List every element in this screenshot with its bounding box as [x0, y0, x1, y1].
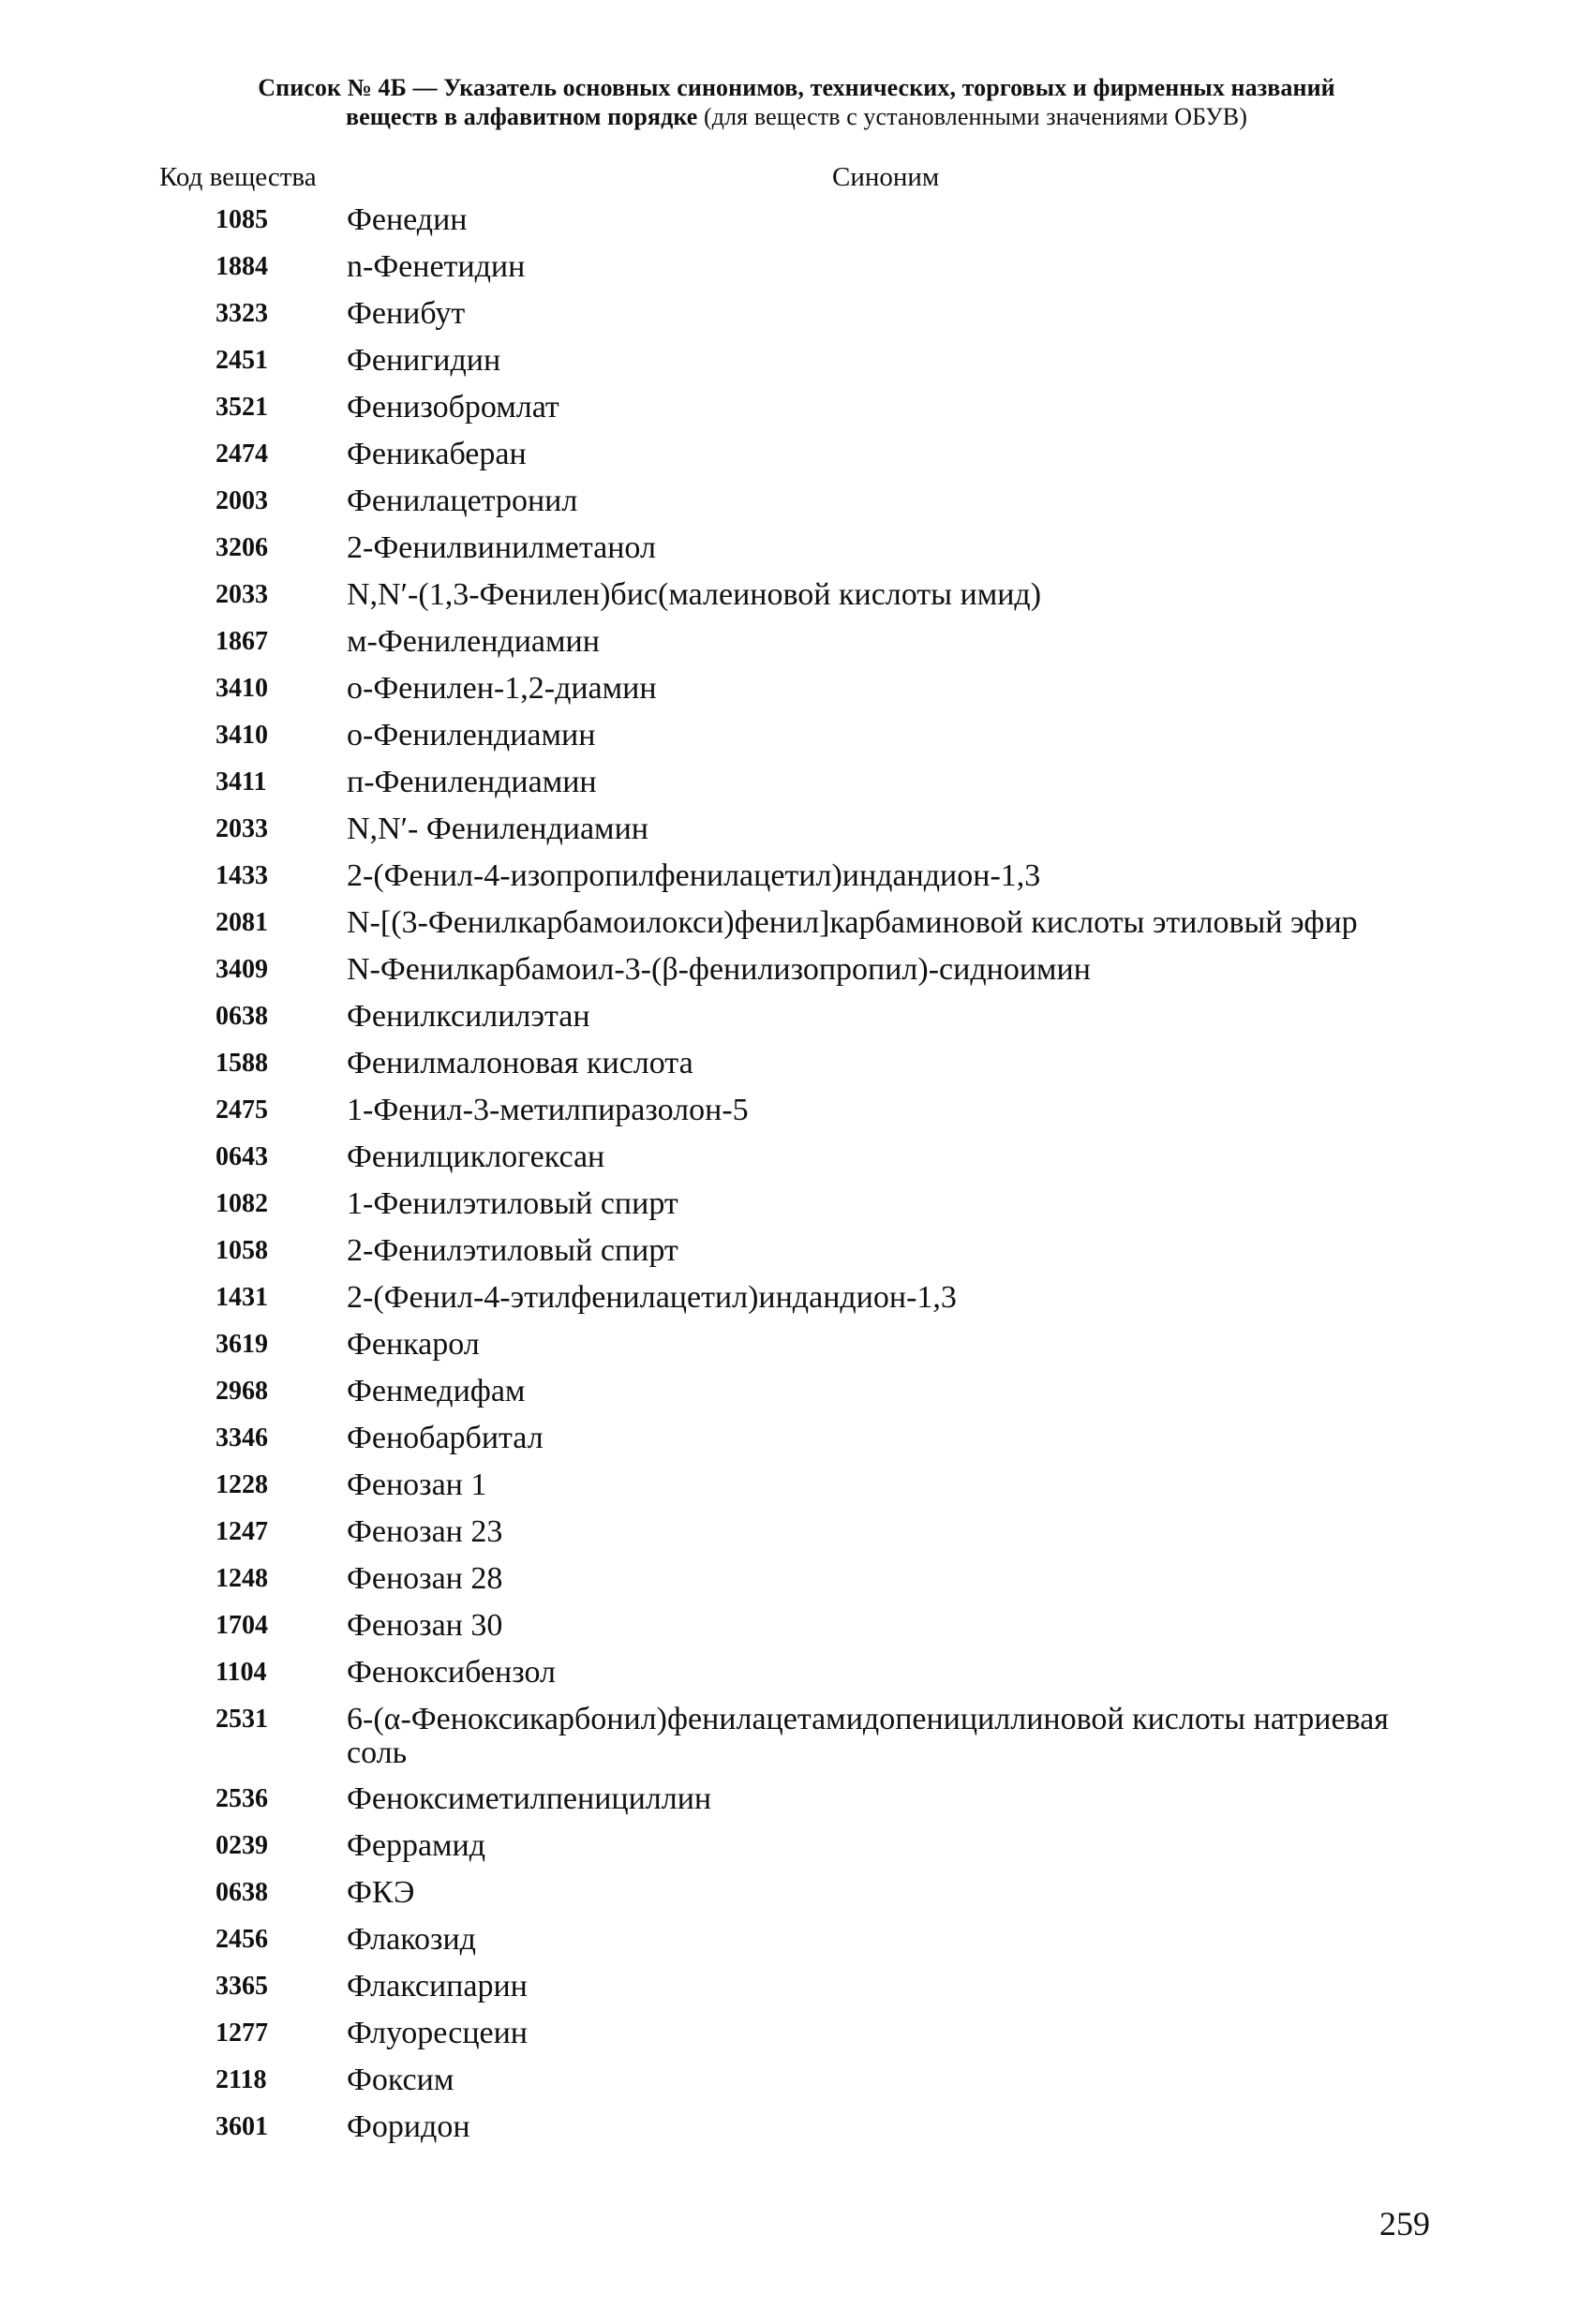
substance-code: 0638 [216, 1002, 268, 1031]
substance-code: 0239 [216, 1831, 268, 1860]
synonym-name: п-Фенилендиамин [347, 765, 597, 799]
synonym-name: Форидон [347, 2109, 470, 2144]
list-item [0, 529, 1594, 566]
substance-code-cell [0, 201, 277, 238]
synonym-name: Флакозид [347, 1922, 476, 1957]
synonym-name: Фоксим [347, 2063, 454, 2097]
list-item [0, 248, 1594, 285]
list-item [0, 342, 1594, 379]
synonym-name: Феникаберан [347, 437, 527, 471]
list-item [0, 717, 1594, 753]
substance-code-cell [0, 998, 277, 1035]
column-header-synonym: Синоним [832, 162, 940, 192]
page-number: 259 [1379, 2205, 1430, 2242]
synonym-name: Флуоресцеин [347, 2016, 528, 2050]
synonym-name: Феноксибензол [347, 1655, 556, 1690]
synonym-name: Фенигидин [347, 343, 501, 378]
substance-code-cell [0, 576, 277, 613]
title-line-2-normal: (для веществ с установленными значениями ОБУВ) [697, 103, 1247, 130]
substance-code: 1228 [216, 1470, 268, 1499]
substance-code-cell [0, 764, 277, 800]
substance-code: 1247 [216, 1517, 268, 1546]
synonym-name: Феррамид [347, 1828, 486, 1863]
substance-code-cell [0, 1279, 277, 1316]
list-item [0, 436, 1594, 472]
synonym-name: м-Фенилендиамин [347, 624, 600, 659]
substance-code: 1431 [216, 1283, 268, 1312]
substance-code: 3206 [216, 533, 268, 562]
substance-code: 2531 [216, 1705, 268, 1734]
substance-code: 3410 [216, 674, 268, 703]
substance-code: 0638 [216, 1878, 268, 1907]
substance-code-cell [0, 904, 277, 941]
substance-code-cell [0, 1780, 277, 1817]
substance-code: 1884 [216, 252, 268, 281]
substance-code-cell [0, 1185, 277, 1222]
substance-code: 3521 [216, 393, 268, 422]
substance-code-cell [0, 1607, 277, 1644]
list-item [0, 1326, 1594, 1363]
substance-code: 2475 [216, 1095, 268, 1125]
substance-code: 2536 [216, 1784, 268, 1813]
synonym-name: Фенилмалоновая кислота [347, 1046, 693, 1080]
substance-code-cell [0, 248, 277, 285]
substance-code: 1085 [216, 205, 268, 234]
substance-code-cell [0, 1045, 277, 1081]
list-item [0, 1921, 1594, 1958]
list-item [0, 857, 1594, 894]
substance-code-cell [0, 1092, 277, 1128]
list-item [0, 295, 1594, 332]
substance-code: 3601 [216, 2112, 268, 2141]
list-item [0, 1279, 1594, 1316]
list-item [0, 670, 1594, 707]
list-item [0, 1701, 1594, 1770]
list-item [0, 1968, 1594, 2004]
substance-code: 1248 [216, 1564, 268, 1593]
substance-code-cell [0, 389, 277, 425]
list-item [0, 1827, 1594, 1864]
substance-code-cell [0, 436, 277, 472]
list-item [0, 623, 1594, 660]
page-title [141, 73, 1452, 131]
synonym-name: Фенилксилилэтан [347, 999, 590, 1034]
synonym-name: 2-(Фенил-4-изопропилфенилацетил)индандион-1,3 [347, 858, 1041, 893]
synonym-name: Фенилацетронил [347, 484, 578, 518]
list-item [0, 2015, 1594, 2051]
substance-code: 1058 [216, 1236, 268, 1265]
list-item [0, 1139, 1594, 1175]
synonym-name: Фенмедифам [347, 1374, 526, 1408]
substance-code-cell [0, 1827, 277, 1864]
substance-code: 3365 [216, 1972, 268, 2001]
substance-code: 2474 [216, 439, 268, 469]
synonym-name: Фенилциклогексан [347, 1140, 605, 1174]
synonym-name: 2-Фенилэтиловый спирт [347, 1233, 678, 1268]
list-item [0, 389, 1594, 425]
synonym-name: n-Фенетидин [347, 249, 526, 284]
list-item [0, 201, 1594, 238]
synonym-list [0, 201, 1594, 2155]
synonym-name: Фенозан 28 [347, 1561, 503, 1596]
list-item [0, 1232, 1594, 1269]
synonym-name: Фенозан 30 [347, 1608, 503, 1643]
synonym-name: N-[(3-Фенилкарбамоилокси)фенил]карбаминовой кислоты этиловый эфир [347, 905, 1358, 940]
substance-code-cell [0, 857, 277, 894]
list-item [0, 1420, 1594, 1456]
list-item [0, 1467, 1594, 1503]
substance-code: 1082 [216, 1189, 268, 1218]
substance-code: 2118 [216, 2065, 267, 2094]
substance-code-cell [0, 1420, 277, 1456]
list-item [0, 2108, 1594, 2145]
substance-code: 2451 [216, 346, 268, 375]
substance-code: 1104 [216, 1658, 267, 1687]
synonym-name: N-Фенилкарбамоил-3-(β-фенилизопропил)-сидноимин [347, 952, 1091, 987]
substance-code-cell [0, 1326, 277, 1363]
substance-code-cell [0, 1654, 277, 1691]
substance-code-cell [0, 342, 277, 379]
substance-code: 3409 [216, 955, 268, 984]
synonym-name: N,N′-(1,3-Фенилен)бис(малеиновой кислоты имид) [347, 577, 1042, 612]
list-item [0, 1780, 1594, 1817]
substance-code: 1704 [216, 1611, 268, 1640]
substance-code: 2081 [216, 908, 268, 937]
substance-code-cell [0, 1467, 277, 1503]
substance-code-cell [0, 2062, 277, 2098]
substance-code-cell [0, 1968, 277, 2004]
substance-code: 3410 [216, 721, 268, 750]
list-item [0, 483, 1594, 519]
substance-code-cell [0, 951, 277, 988]
substance-code-cell [0, 670, 277, 707]
substance-code: 2033 [216, 814, 268, 843]
substance-code: 2033 [216, 580, 268, 609]
synonym-name: 2-Фенилвинилметанол [347, 530, 656, 565]
substance-code: 1588 [216, 1049, 268, 1078]
substance-code-cell [0, 2015, 277, 2051]
synonym-name: N,N′- Фенилендиамин [347, 812, 648, 846]
synonym-name: 1-Фенил-3-метилпиразолон-5 [347, 1093, 749, 1127]
substance-code: 2968 [216, 1377, 268, 1406]
substance-code-cell [0, 1373, 277, 1409]
synonym-name: Феноксиметилпенициллин [347, 1781, 712, 1816]
synonym-name: Фенозан 23 [347, 1514, 503, 1549]
list-item [0, 1560, 1594, 1597]
list-item [0, 1373, 1594, 1409]
synonym-name: Фенибут [347, 296, 466, 331]
substance-code-cell [0, 1701, 277, 1737]
substance-code-cell [0, 1921, 277, 1958]
substance-code-cell [0, 295, 277, 332]
synonym-name: Фенизобромлат [347, 390, 559, 425]
substance-code: 1277 [216, 2019, 268, 2048]
synonym-name: 2-(Фенил-4-этилфенилацетил)индандион-1,3 [347, 1280, 957, 1315]
list-item [0, 1045, 1594, 1081]
synonym-name: Фенедин [347, 202, 468, 237]
list-item [0, 1513, 1594, 1550]
substance-code-cell [0, 717, 277, 753]
synonym-name: ФКЭ [347, 1875, 415, 1910]
synonym-name: 6-(α-Феноксикарбонил)фенилацетамидопенициллиновой кислоты натриевая соль [347, 1702, 1389, 1770]
list-item [0, 2062, 1594, 2098]
substance-code-cell [0, 1139, 277, 1175]
title-line-1: Список № 4Б — Указатель основных синонимов, технических, торговых и фирменных названий [258, 74, 1335, 101]
synonym-name: 1-Фенилэтиловый спирт [347, 1186, 678, 1221]
list-item [0, 1092, 1594, 1128]
substance-code-cell [0, 529, 277, 566]
substance-code-cell [0, 811, 277, 847]
column-header-code: Код вещества [159, 162, 317, 192]
title-line-2-bold: веществ в алфавитном порядке [346, 103, 698, 130]
list-item [0, 1607, 1594, 1644]
list-item [0, 904, 1594, 941]
synonym-name: о-Фенилендиамин [347, 718, 596, 752]
synonym-name: Фенозан 1 [347, 1467, 487, 1502]
substance-code: 2003 [216, 486, 268, 515]
list-item [0, 1185, 1594, 1222]
substance-code: 3323 [216, 299, 268, 328]
synonym-name: Фенкарол [347, 1327, 480, 1362]
substance-code: 1867 [216, 627, 268, 656]
substance-code-cell [0, 1232, 277, 1269]
substance-code: 0643 [216, 1142, 268, 1171]
list-item [0, 998, 1594, 1035]
substance-code-cell [0, 1874, 277, 1911]
substance-code-cell [0, 2108, 277, 2145]
list-item [0, 951, 1594, 988]
list-item [0, 764, 1594, 800]
synonym-name: Фенобарбитал [347, 1421, 544, 1455]
substance-code: 3619 [216, 1330, 268, 1359]
substance-code-cell [0, 1560, 277, 1597]
list-item [0, 576, 1594, 613]
synonym-name: о-Фенилен-1,2-диамин [347, 671, 657, 706]
substance-code-cell [0, 483, 277, 519]
substance-code: 2456 [216, 1925, 268, 1954]
substance-code-cell [0, 623, 277, 660]
synonym-name: Флаксипарин [347, 1969, 528, 2004]
substance-code: 3411 [216, 767, 267, 797]
substance-code: 3346 [216, 1423, 268, 1452]
list-item [0, 1654, 1594, 1691]
substance-code: 1433 [216, 861, 268, 890]
list-item [0, 1874, 1594, 1911]
list-item [0, 811, 1594, 847]
substance-code-cell [0, 1513, 277, 1550]
